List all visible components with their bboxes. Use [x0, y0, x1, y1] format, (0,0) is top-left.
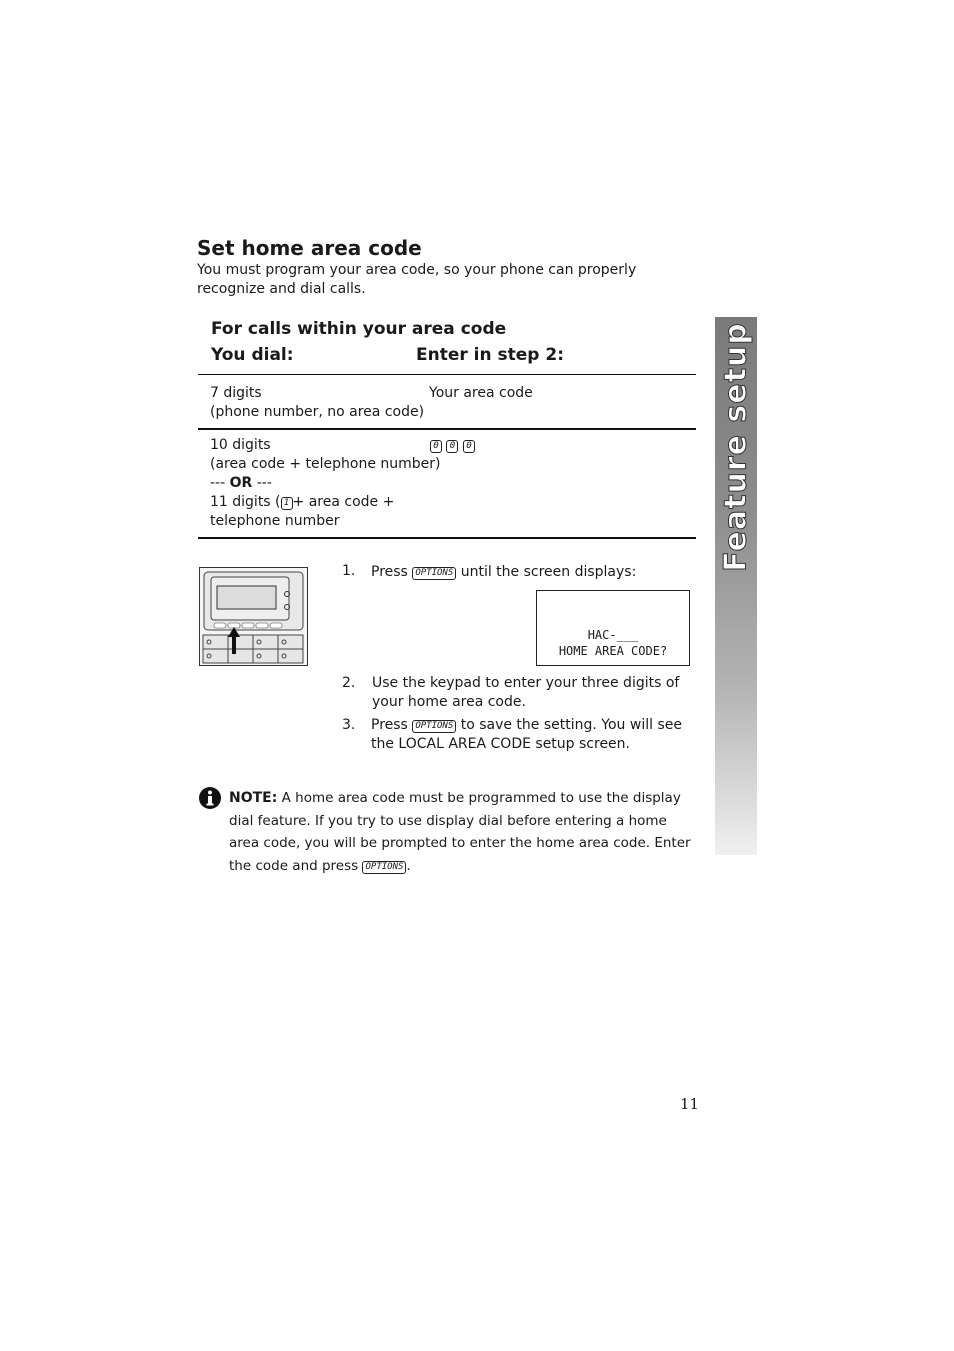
or-word: OR — [229, 475, 253, 491]
info-icon — [198, 786, 222, 810]
row1-dial-line1: 7 digits — [210, 385, 262, 401]
section-sidebar-tab — [715, 317, 757, 855]
table-divider — [198, 428, 696, 430]
table-divider — [198, 374, 696, 375]
step-1-pre: Press — [371, 564, 408, 580]
row2-dial-line4 — [210, 493, 441, 512]
note-end: . — [406, 857, 411, 874]
table-row-1-dial — [210, 384, 424, 422]
step-1-number: 1. — [342, 563, 356, 579]
note-paragraph — [229, 787, 699, 877]
lcd-line-2: HOME AREA CODE? — [558, 644, 668, 658]
options-key-icon: OPTIONS — [412, 720, 456, 733]
step-3-number: 3. — [342, 717, 356, 733]
lcd-screen — [536, 590, 690, 666]
sidebar-label-wrap — [715, 317, 757, 577]
key-1-icon: 1 — [281, 497, 293, 510]
table-row-2-enter — [430, 436, 475, 455]
row2-dial-line5: telephone number — [210, 513, 340, 529]
options-key-icon: OPTIONS — [362, 861, 406, 874]
lcd-line-1: HAC-___ — [587, 628, 639, 642]
step-3-text — [371, 716, 699, 754]
sidebar-label: Feature setup — [718, 322, 754, 572]
step-1-text — [371, 563, 696, 582]
or-suffix: --- — [256, 475, 272, 491]
row2-dial-line1: 10 digits — [210, 437, 271, 453]
step-1-post: until the screen displays: — [460, 564, 637, 580]
table-header-enter: Enter in step 2: — [416, 345, 565, 365]
row2-dial-line2: (area code + telephone number) — [210, 456, 441, 472]
options-key-icon: OPTIONS — [412, 567, 456, 580]
table-row-2-dial — [210, 436, 441, 531]
row2-line4-pre: 11 digits ( — [210, 494, 281, 510]
step-3-post: to save the setting. You will see the LOCAL AREA CODE setup screen. — [371, 717, 682, 752]
phone-base-illustration — [199, 567, 309, 667]
note-label: NOTE: — [229, 790, 278, 806]
section-heading: Set home area code — [197, 236, 422, 260]
key-0-icon: 0 — [446, 440, 458, 453]
table-title: For calls within your area code — [211, 319, 507, 339]
intro-paragraph: You must program your area code, so your phone can properly recognize and dial calls. — [197, 262, 637, 297]
row2-line4-post: + area code + — [292, 494, 395, 510]
table-row-1-enter: Your area code — [429, 385, 533, 401]
step-2-text: Use the keypad to enter your three digits of your home area code. — [372, 675, 680, 710]
or-prefix: --- — [210, 475, 226, 491]
row1-dial-line2: (phone number, no area code) — [210, 404, 425, 420]
step-3-pre: Press — [371, 717, 408, 733]
key-0-icon: 0 — [430, 440, 442, 453]
step-2-number: 2. — [342, 675, 356, 691]
or-separator — [210, 474, 441, 493]
note-text: A home area code must be programmed to use the display dial feature. If you try to use display dial before entering a home area code, you will be prompted to enter the home area code. Enter the code and press — [229, 790, 691, 874]
table-header-you-dial: You dial: — [211, 345, 294, 365]
page-number: 11 — [680, 1095, 700, 1113]
table-divider — [198, 537, 696, 539]
key-0-icon: 0 — [463, 440, 475, 453]
